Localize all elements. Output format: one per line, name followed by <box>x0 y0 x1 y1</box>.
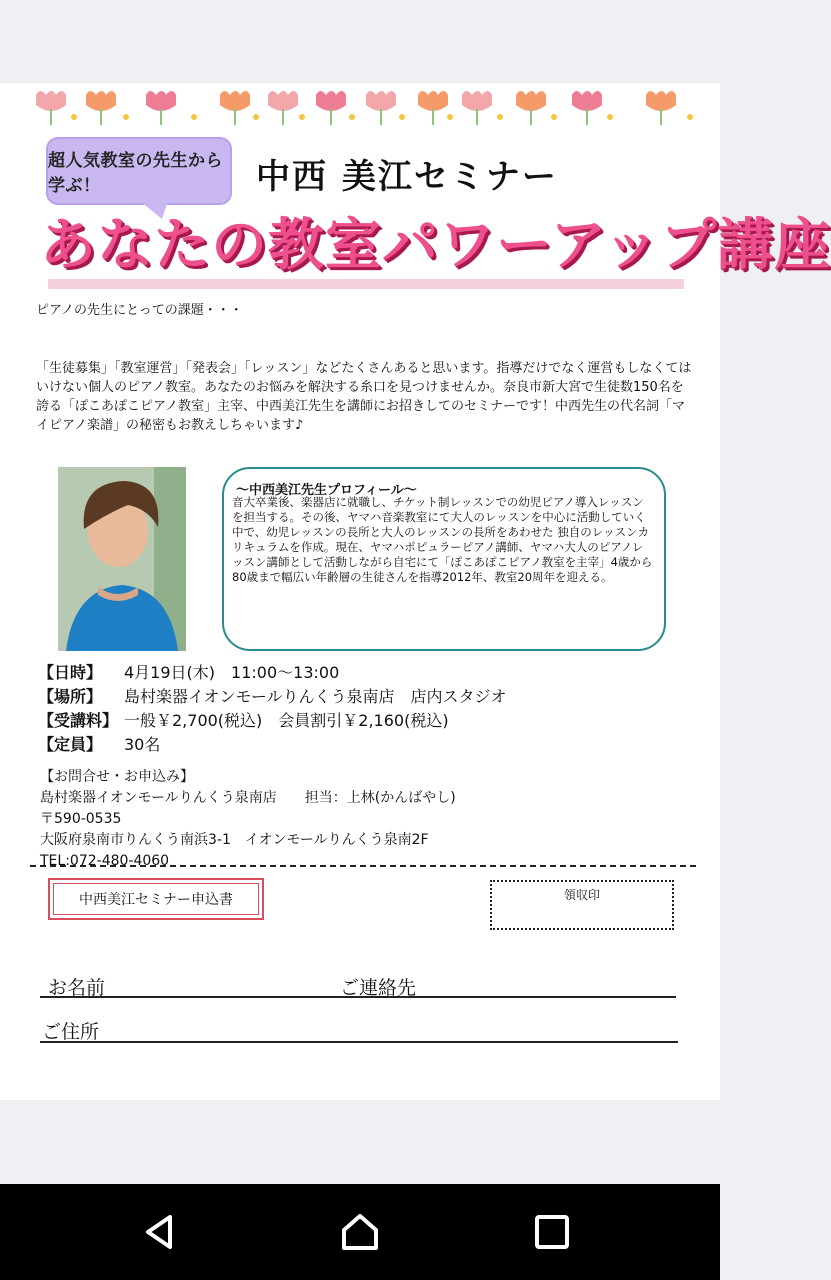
main-headline: あなたの教室パワーアップ講座 <box>40 213 831 278</box>
address-field-label: ご住所 <box>42 1021 100 1043</box>
info-label: 【場所】 <box>38 687 103 706</box>
contact-tel: TEL:072-480-4060 <box>40 853 170 869</box>
info-value: 30名 <box>124 735 161 754</box>
receipt-stamp-box <box>490 880 674 930</box>
contact-field-label: ご連絡先 <box>340 977 417 999</box>
instructor-photo <box>58 467 186 651</box>
profile-text: 音大卒業後、楽器店に就職し、チケット制レッスンでの幼児ピアノ導入レッスンを担当する。その後、ヤマハ音楽教室にて大人のレッスンを中心に活動していく中で、幼児レッスンの長所と大人のレッスンの長所をあわせた 独自のレッスンカリキュラムを作成。現在、ヤマハポピュラーピアノ講師、ヤマハ大人のピアノレッスン講師として活動しながら自宅にて「ぽこあぽこピアノ教室を主宰」4歳から80歳まで幅広い年齢層の生徒さんを指導2012年、教室20周年を迎える。 <box>232 495 653 584</box>
stamp-label: 領収印 <box>563 888 600 902</box>
status-bar-area <box>0 0 720 83</box>
info-row-place <box>38 685 507 709</box>
profile-heading: ～中西美江先生プロフィール～ <box>236 483 417 498</box>
back-icon <box>140 1212 180 1252</box>
flyer-image <box>0 83 831 1100</box>
contact-address: 大阪府泉南市りんくう南浜3-1 イオンモールりんくう泉南2F <box>40 832 429 848</box>
intro-text: ピアノの先生にとっての課題・・・ <box>36 303 243 318</box>
info-value: 一般￥2,700(税込) 会員割引￥2,160(税込) <box>124 711 449 730</box>
name-field-label: お名前 <box>48 977 106 999</box>
home-button[interactable] <box>330 1206 390 1258</box>
tulip-border-decoration <box>30 87 700 127</box>
info-row-date <box>38 661 507 685</box>
recents-icon <box>532 1212 572 1252</box>
info-label: 【受講料】 <box>38 711 119 730</box>
description-paragraph: 「生徒募集」「教室運営」「発表会」「レッスン」などたくさんあると思います。指導だけでなく運営もしなくてはいけない個人のピアノ教室。あなたのお悩みを解決する糸口を見つけませんか。奈良市新大宮で生徒数150名を誇る「ぽこあぽこピアノ教室」主宰、中西美江先生を講師にお招きしてのセミナーです！中西先生の代名詞「マイピアノ楽譜」の秘密もお教えしちゃいます♪ <box>36 361 692 433</box>
info-label: 【日時】 <box>38 663 103 682</box>
back-button[interactable] <box>130 1206 190 1258</box>
contact-block <box>40 767 456 872</box>
recents-button[interactable] <box>522 1206 582 1258</box>
info-value: 4月19日(木) 11:00〜13:00 <box>124 663 340 682</box>
speech-bubble <box>46 137 232 205</box>
event-info <box>38 661 507 757</box>
info-value: 島村楽器イオンモールりんくう泉南店 店内スタジオ <box>124 687 507 706</box>
form-line-1 <box>40 996 676 998</box>
contact-heading: 【お問合せ・お申込み】 <box>40 769 194 785</box>
contact-postal: 〒590-0535 <box>40 811 122 827</box>
seminar-title: 中西 美江セミナー <box>256 157 558 197</box>
cut-line <box>30 865 696 867</box>
contact-store: 島村楽器イオンモールりんくう泉南店 担当：上林(かんばやし) <box>40 790 456 806</box>
info-row-fee <box>38 709 507 733</box>
info-row-capacity <box>38 733 507 757</box>
form-line-2 <box>40 1041 678 1043</box>
system-navigation-bar <box>0 1184 720 1280</box>
tulip-icons <box>36 91 693 125</box>
application-form-title <box>48 878 264 920</box>
home-icon <box>338 1210 382 1254</box>
bubble-text: 超人気教室の先生から学ぶ！ <box>48 151 223 196</box>
person-portrait-icon <box>58 467 186 651</box>
info-label: 【定員】 <box>38 735 103 754</box>
form-title-text: 中西美江セミナー申込書 <box>79 892 233 908</box>
